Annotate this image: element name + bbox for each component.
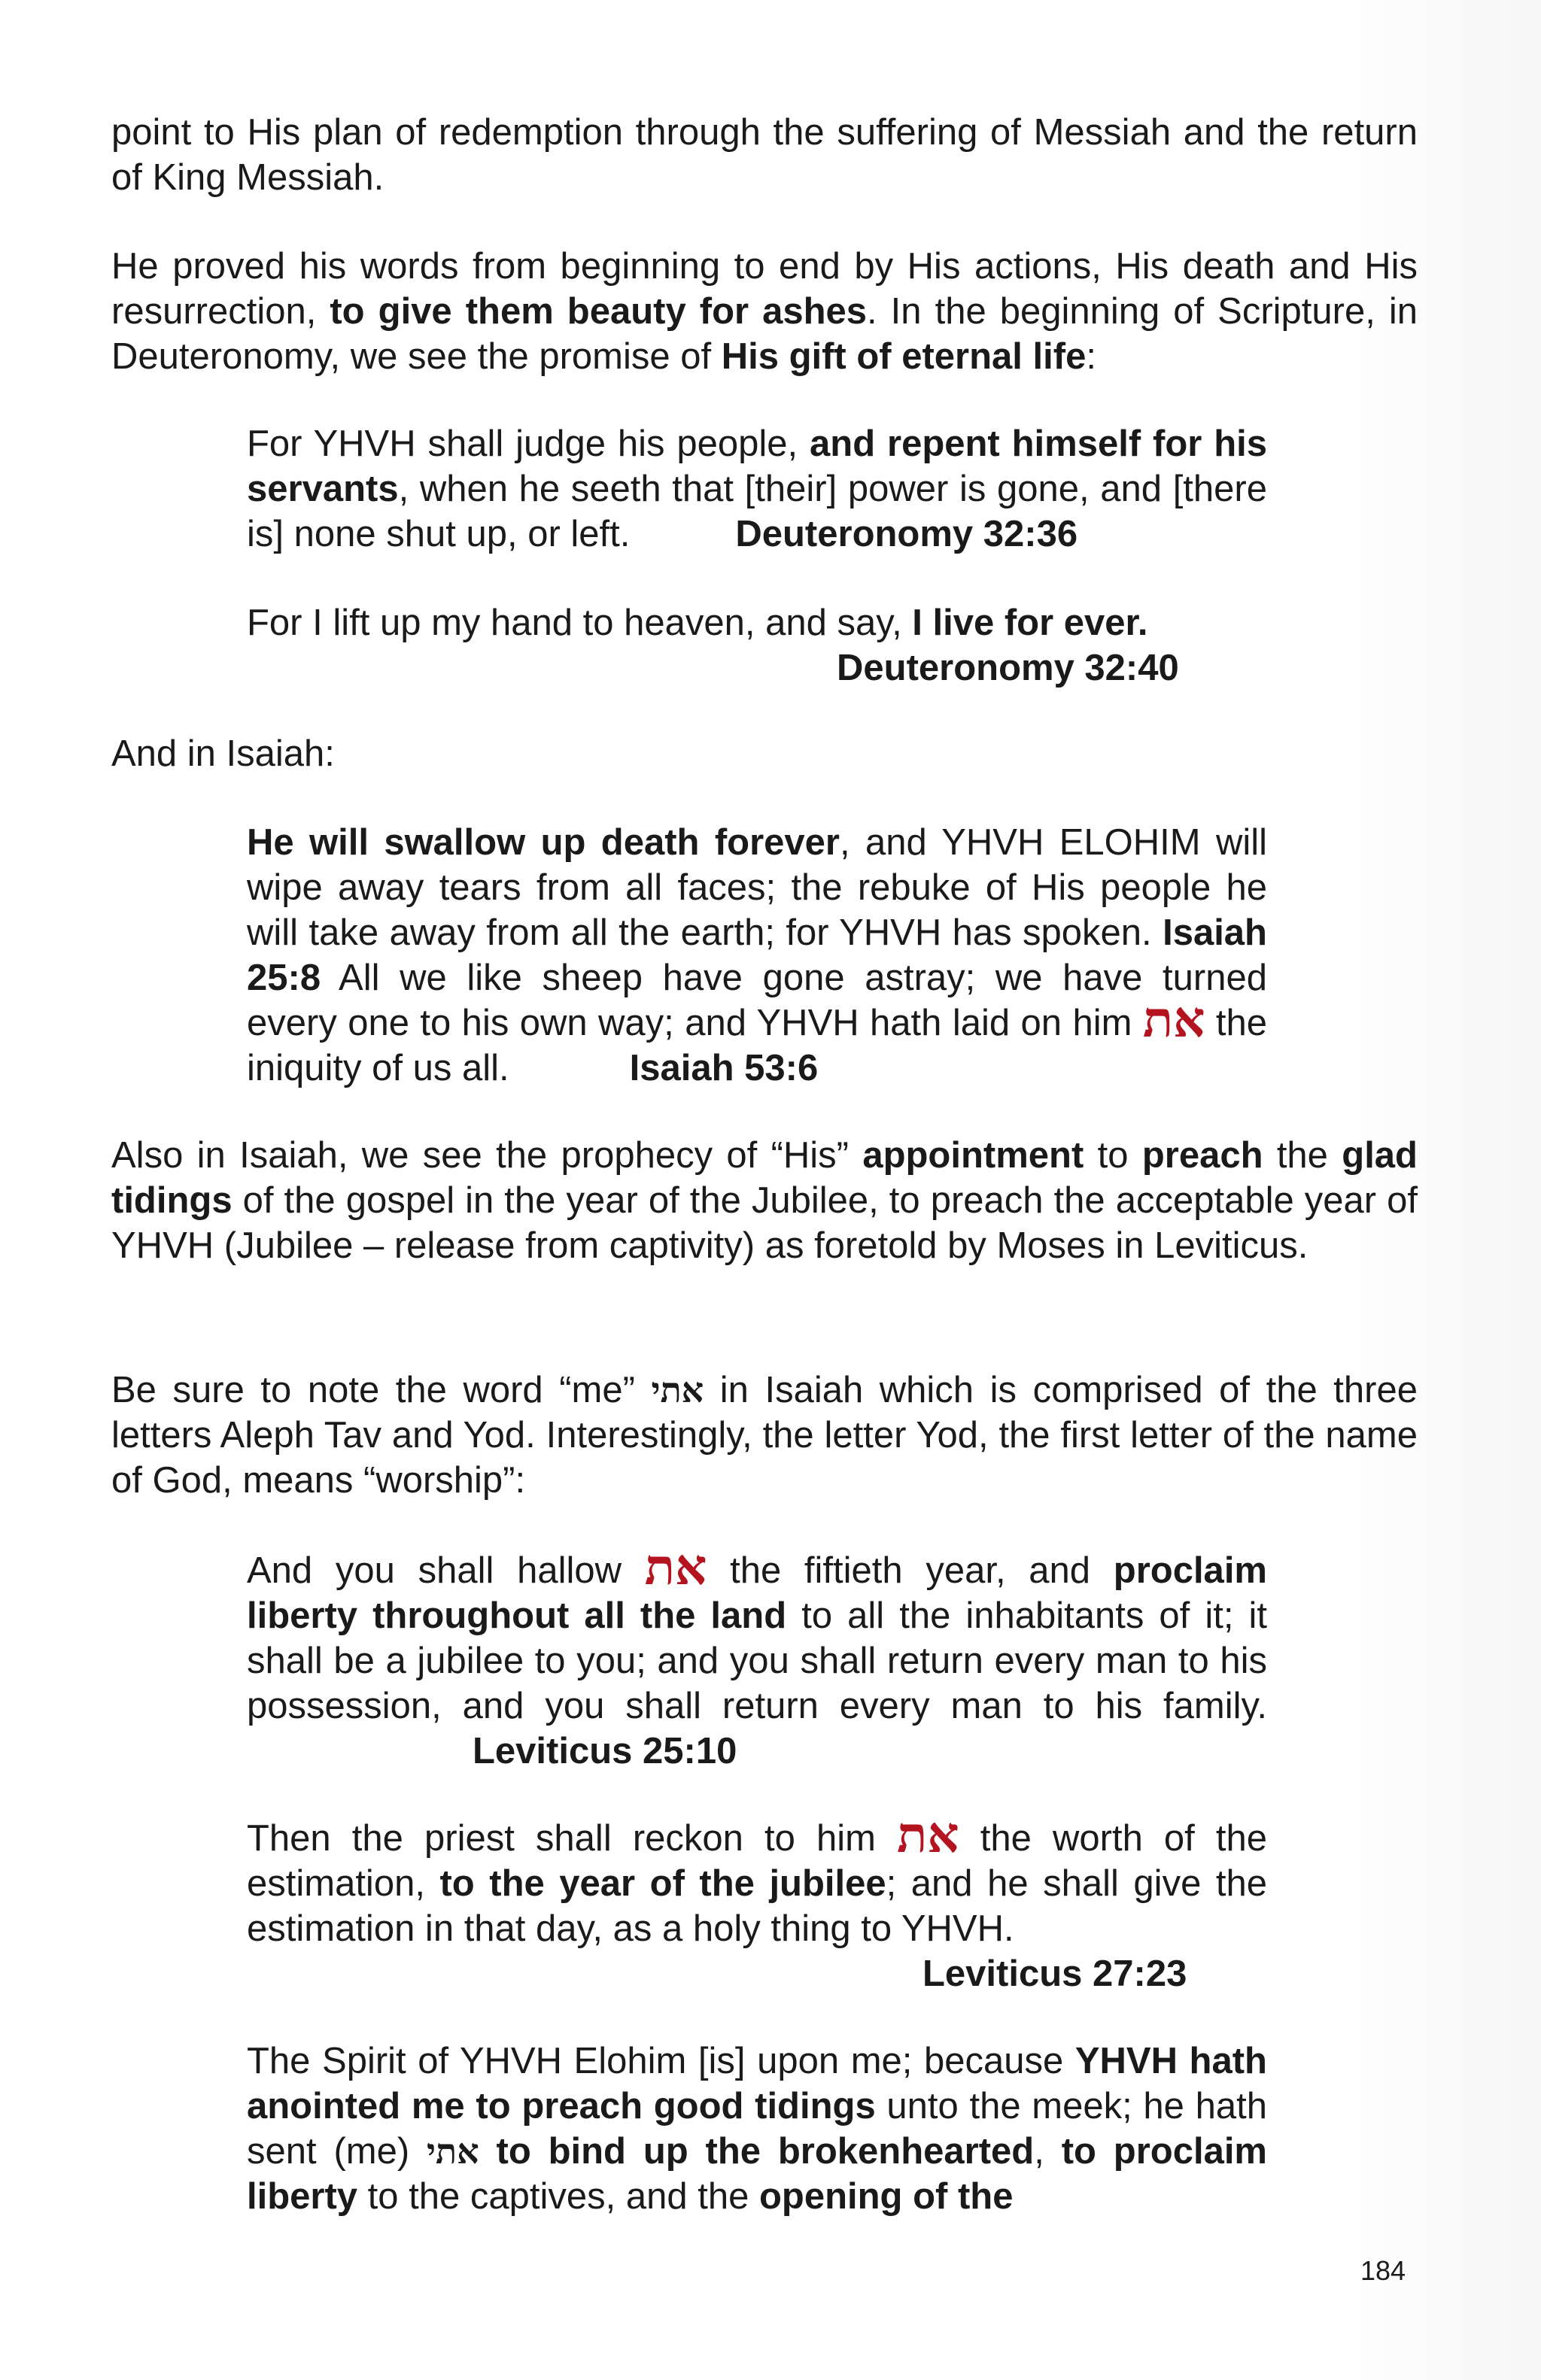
page-number: 184 [1360, 2255, 1406, 2286]
bold-text: proclaim liberty throughout all the land [247, 1550, 1267, 1636]
hebrew-word-me: אתי [651, 1370, 704, 1410]
bold-text: to the year of the jubilee [439, 1863, 886, 1904]
text: in Isaiah which is comprised of the three letters Aleph Tav and Yod. Interestingly, the letter Yod, the first letter of the name of God, means “worship”: [111, 1370, 1418, 1501]
scripture-reference: Leviticus 27:23 [922, 1953, 1187, 1994]
paragraph-intro [111, 110, 1418, 200]
text: Then the priest shall reckon to him [247, 1818, 898, 1859]
text: . In the beginning of Scripture, in Deuteronomy, we see the promise of [111, 291, 1418, 377]
scripture-reference: Isaiah 53:6 [629, 1048, 819, 1088]
text: to the captives, and the [357, 2176, 759, 2217]
bold-text: to bind up the brokenhearted [496, 2131, 1035, 2172]
hebrew-aleph-tav-glyph: את [644, 1538, 707, 1596]
text: All we like sheep have gone astray; we have turned every one to his own way; and YHVH hath laid on him [247, 958, 1267, 1043]
text: The Spirit of YHVH Elohim [is] upon me; because [247, 2041, 1075, 2081]
text: the fiftieth year, and [707, 1550, 1114, 1591]
paragraph-proved [111, 244, 1418, 379]
text: And you shall hallow [247, 1550, 645, 1591]
bold-text: appointment [862, 1135, 1084, 1176]
quote-deuteronomy-32-40 [247, 600, 1267, 691]
scripture-reference: Deuteronomy 32:40 [837, 648, 1179, 688]
hebrew-aleph-tav-glyph: את [897, 1805, 959, 1864]
bold-text: preach [1141, 1135, 1263, 1176]
paragraph-isaiah-intro [111, 731, 1418, 776]
quote-isaiah [247, 820, 1267, 1091]
scripture-reference: Deuteronomy 32:36 [735, 514, 1078, 554]
bold-text: YHVH hath anointed me to preach good tidings [247, 2041, 1267, 2127]
text: to [1084, 1135, 1142, 1176]
hebrew-word-me: אתי [427, 2131, 479, 2172]
bold-text: His gift of eternal life [721, 336, 1087, 377]
text: He proved his words from beginning to end by His actions, His death and His resurrection, [111, 246, 1418, 332]
bold-text: opening of the [758, 2176, 1014, 2217]
text: the iniquity of us all. [247, 1003, 1267, 1088]
bold-text: and repent himself for his servants [247, 423, 1268, 509]
text: ; and he shall give the estimation in that day, as a holy thing to YHVH. [247, 1863, 1267, 1949]
text: to all the inhabitants of it; it shall be a jubilee to you; and you shall return every man to his possession, and you shall return every man to his family. [247, 1595, 1267, 1726]
bold-text: He will swallow up death forever [247, 822, 840, 863]
quote-leviticus-25-10 [247, 1538, 1267, 1774]
text: : [1086, 336, 1096, 377]
text: unto the meek; he hath sent (me) [247, 2086, 1267, 2172]
text: Also in Isaiah, we see the prophecy of “His” [111, 1135, 863, 1176]
scripture-reference: Isaiah 25:8 [247, 912, 1267, 998]
paragraph-appointment [111, 1133, 1418, 1268]
text: Be sure to note the word “me” [111, 1370, 652, 1410]
quote-isaiah-61 [247, 2038, 1267, 2219]
bold-text: to give them beauty for ashes [330, 291, 868, 332]
scripture-reference: Leviticus 25:10 [473, 1731, 737, 1771]
quote-deuteronomy-32-36 [247, 421, 1267, 557]
text: the worth of the estimation, [247, 1818, 1268, 1904]
text: For I lift up my hand to heaven, and say, [247, 603, 913, 643]
bold-text: glad tidings [111, 1135, 1418, 1221]
text: the [1263, 1135, 1342, 1176]
quote-leviticus-27-23 [247, 1805, 1268, 1996]
bold-text: I live for ever. [912, 603, 1148, 643]
text: of the gospel in the year of the Jubilee, to preach the acceptable year of YHVH (Jubilee – release from captivity) as foretold by Moses in Leviticus. [111, 1180, 1418, 1266]
paragraph-note-word [111, 1368, 1418, 1503]
hebrew-aleph-tav-glyph: את [1142, 990, 1205, 1049]
bold-text: to proclaim liberty [247, 2131, 1268, 2217]
text: , [1034, 2131, 1062, 2172]
text: For YHVH shall judge his people, [247, 423, 810, 464]
text: And in Isaiah: [111, 733, 335, 774]
text [479, 2131, 497, 2172]
text: , when he seeth that [their] power is gone, and [there is] none shut up, or left. [247, 469, 1267, 554]
text: point to His plan of redemption through the suffering of Messiah and the return of King Messiah. [111, 112, 1418, 198]
text: , and YHVH ELOHIM will wipe away tears from all faces; the rebuke of His people he will take away from all the earth; for YHVH has spoken. [247, 822, 1267, 953]
